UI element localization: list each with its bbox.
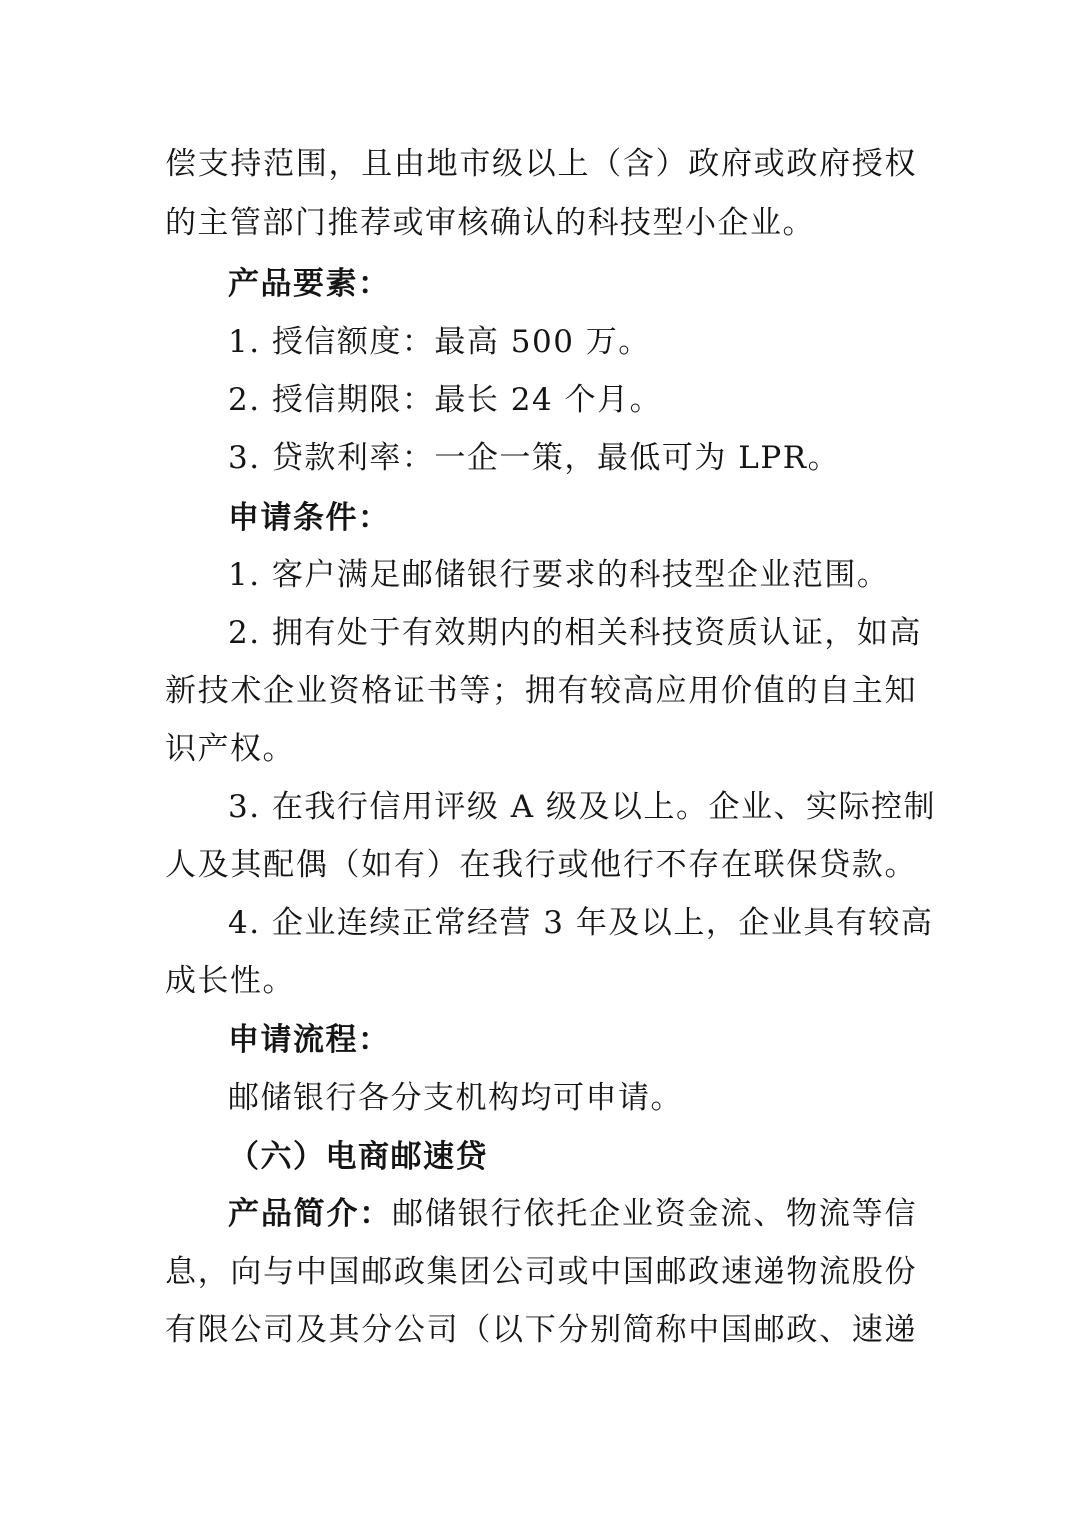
paragraph-line: 识产权。 [165, 731, 295, 767]
product-intro-label: 产品简介： [228, 1196, 393, 1232]
product-intro-text: 邮储银行依托企业资金流、物流等信 [392, 1196, 917, 1232]
section-heading-application-conditions: 申请条件： [228, 500, 391, 536]
section-title-ecommerce-loan: （六）电商邮速贷 [228, 1139, 488, 1175]
section-heading-product-elements: 产品要素： [228, 266, 391, 302]
paragraph-line: 人及其配偶（如有）在我行或他行不存在联保贷款。 [165, 847, 917, 883]
list-item: 3. 贷款利率：一企一策，最低可为 LPR。 [228, 440, 841, 476]
list-item: 2. 授信期限：最长 24 个月。 [228, 382, 663, 418]
paragraph-line: 邮储银行各分支机构均可申请。 [228, 1080, 683, 1116]
paragraph-line: 偿支持范围，且由地市级以上（含）政府或政府授权 [165, 146, 917, 182]
paragraph-line: 息，向与中国邮政集团公司或中国邮政速递物流股份 [165, 1254, 917, 1290]
list-item: 3. 在我行信用评级 A 级及以上。企业、实际控制 [228, 789, 937, 825]
list-item: 4. 企业连续正常经营 3 年及以上，企业具有较高 [228, 905, 934, 941]
list-item: 1. 授信额度：最高 500 万。 [228, 324, 651, 360]
paragraph-line: 有限公司及其分公司（以下分别简称中国邮政、速递 [165, 1312, 917, 1348]
paragraph-line: 新技术企业资格证书等；拥有较高应用价值的自主知 [165, 673, 917, 709]
paragraph-line: 成长性。 [165, 963, 295, 999]
section-heading-application-process: 申请流程： [228, 1022, 391, 1058]
paragraph-line: 的主管部门推荐或审核确认的科技型小企业。 [165, 205, 815, 241]
list-item: 1. 客户满足邮储银行要求的科技型企业范围。 [228, 557, 890, 593]
list-item: 2. 拥有处于有效期内的相关科技资质认证，如高 [228, 615, 922, 651]
product-intro-line [228, 1194, 917, 1234]
